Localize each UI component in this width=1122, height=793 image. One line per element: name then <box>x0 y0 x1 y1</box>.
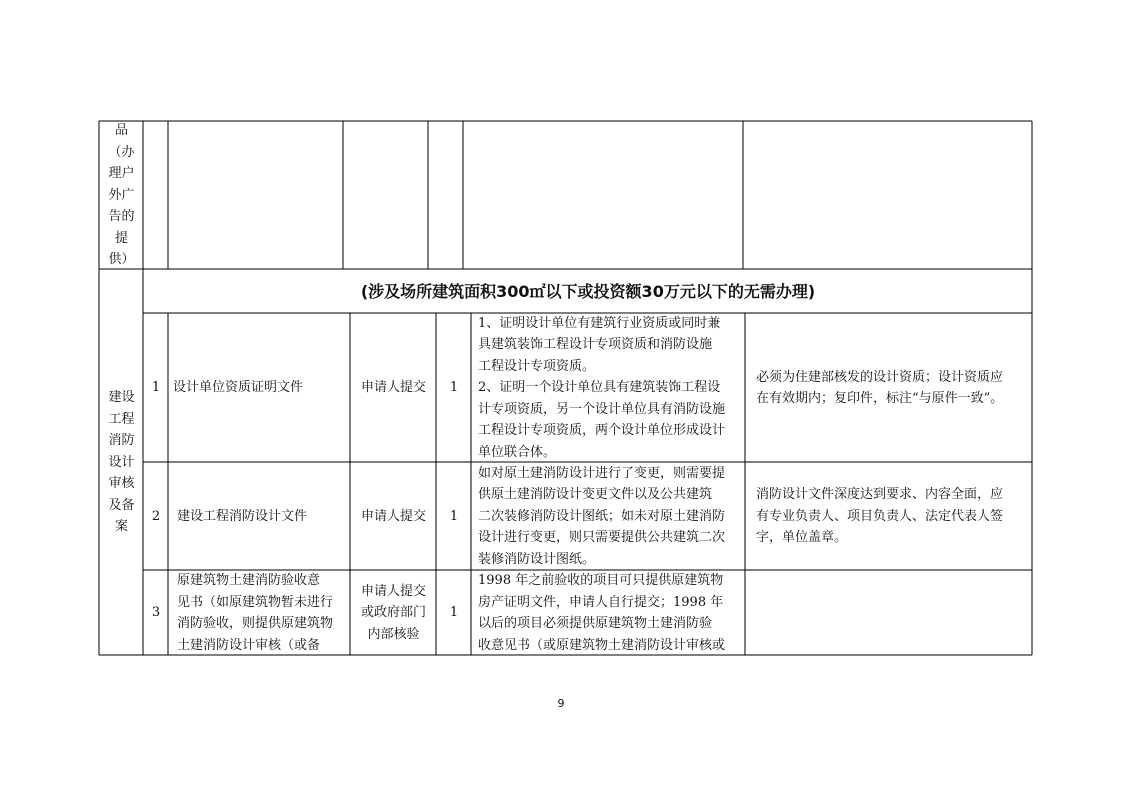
row-1-material-text: 设计单位资质证明文件 <box>173 380 304 396</box>
row-3-material-text: 原建筑物土建消防验收意 见书（如原建筑物暂未进行 消防验收，则提供原建筑物 土建消防设计审核（或备 <box>177 573 334 653</box>
table-row-1-source <box>351 314 436 462</box>
table-row-1-copies <box>437 314 471 462</box>
table-row-1-material <box>173 314 348 462</box>
table-row-3-detail <box>478 571 744 655</box>
row-1-number: 1 <box>151 380 161 396</box>
table-row-2-copies <box>437 463 471 570</box>
page-number: 9 <box>557 697 565 710</box>
row-2-copies-text: 1 <box>449 508 459 524</box>
section-category-cell <box>100 270 143 655</box>
row-2-detail-text: 如对原土建消防设计进行了变更，则需要提 供原土建消防设计变更文件以及公共建筑 二次装修消防设计图纸；如未对原土建消防 设计进行变更，则只需要提供公共建筑二次 装修消防设计图纸。 <box>478 465 726 567</box>
row-3-detail-text: 1998 年之前验收的项目可只提供原建筑物 房产证明文件，申请人自行提交；1998 年 以后的项目必须提供原建筑物土建消防验 收意见书（或原建筑物土建消防设计审核或 <box>478 573 726 653</box>
continued-category-cell <box>100 122 143 269</box>
row-2-source-text: 申请人提交 <box>360 508 426 524</box>
table-row-2-source <box>351 463 436 570</box>
row-1-detail-text: 1、证明设计单位有建筑行业资质或同时兼 具建筑装饰工程设计专项资质和消防设施 工程设计专项资质。 2、证明一个设计单位具有建筑装饰工程设 计专项资质，另一个设计单位具有消防设施 工程设计专项资质，两个设计单位形成设计 单位联合体。 <box>478 315 726 460</box>
section-category-text: 建设 工程 消防 设计 审核 及备 案 <box>108 390 135 535</box>
table-row-3-source <box>351 571 436 655</box>
table-row-2-no <box>144 463 168 570</box>
table-row-3-no <box>144 571 168 655</box>
row-1-copies-text: 1 <box>449 380 459 396</box>
table-row-2-detail <box>478 463 744 570</box>
row-2-requirement-text: 消防设计文件深度达到要求、内容全面，应 有专业负责人、项目负责人、法定代表人签 字，单位盖章。 <box>756 487 1004 546</box>
row-3-copies-text: 1 <box>449 605 459 621</box>
table-row-3-material <box>177 571 349 655</box>
section-note-text: (涉及场所建筑面积300㎡以下或投资额30万元以下的无需办理) <box>360 281 816 301</box>
section-note <box>144 270 1032 313</box>
table-row-1-detail <box>478 314 744 462</box>
table-row-3-requirement <box>756 571 1030 655</box>
row-2-number: 2 <box>151 508 161 524</box>
row-3-source-text: 申请人提交 或政府部门 内部核验 <box>360 583 426 642</box>
table-row-2-material <box>177 463 349 570</box>
row-1-source-text: 申请人提交 <box>360 380 426 396</box>
table-row-1-requirement <box>756 314 1030 462</box>
continued-category-text: 品 （办 理户 外广 告的 提 供） <box>108 123 135 268</box>
row-2-material-text: 建设工程消防设计文件 <box>177 508 308 524</box>
row-3-number: 3 <box>151 605 161 621</box>
table-row-3-copies <box>437 571 471 655</box>
row-1-requirement-text: 必须为住建部核发的设计资质；设计资质应 在有效期内；复印件，标注“与原件一致”。 <box>756 369 1004 406</box>
table-row-2-requirement <box>756 463 1030 570</box>
table-row-1-no <box>144 314 168 462</box>
